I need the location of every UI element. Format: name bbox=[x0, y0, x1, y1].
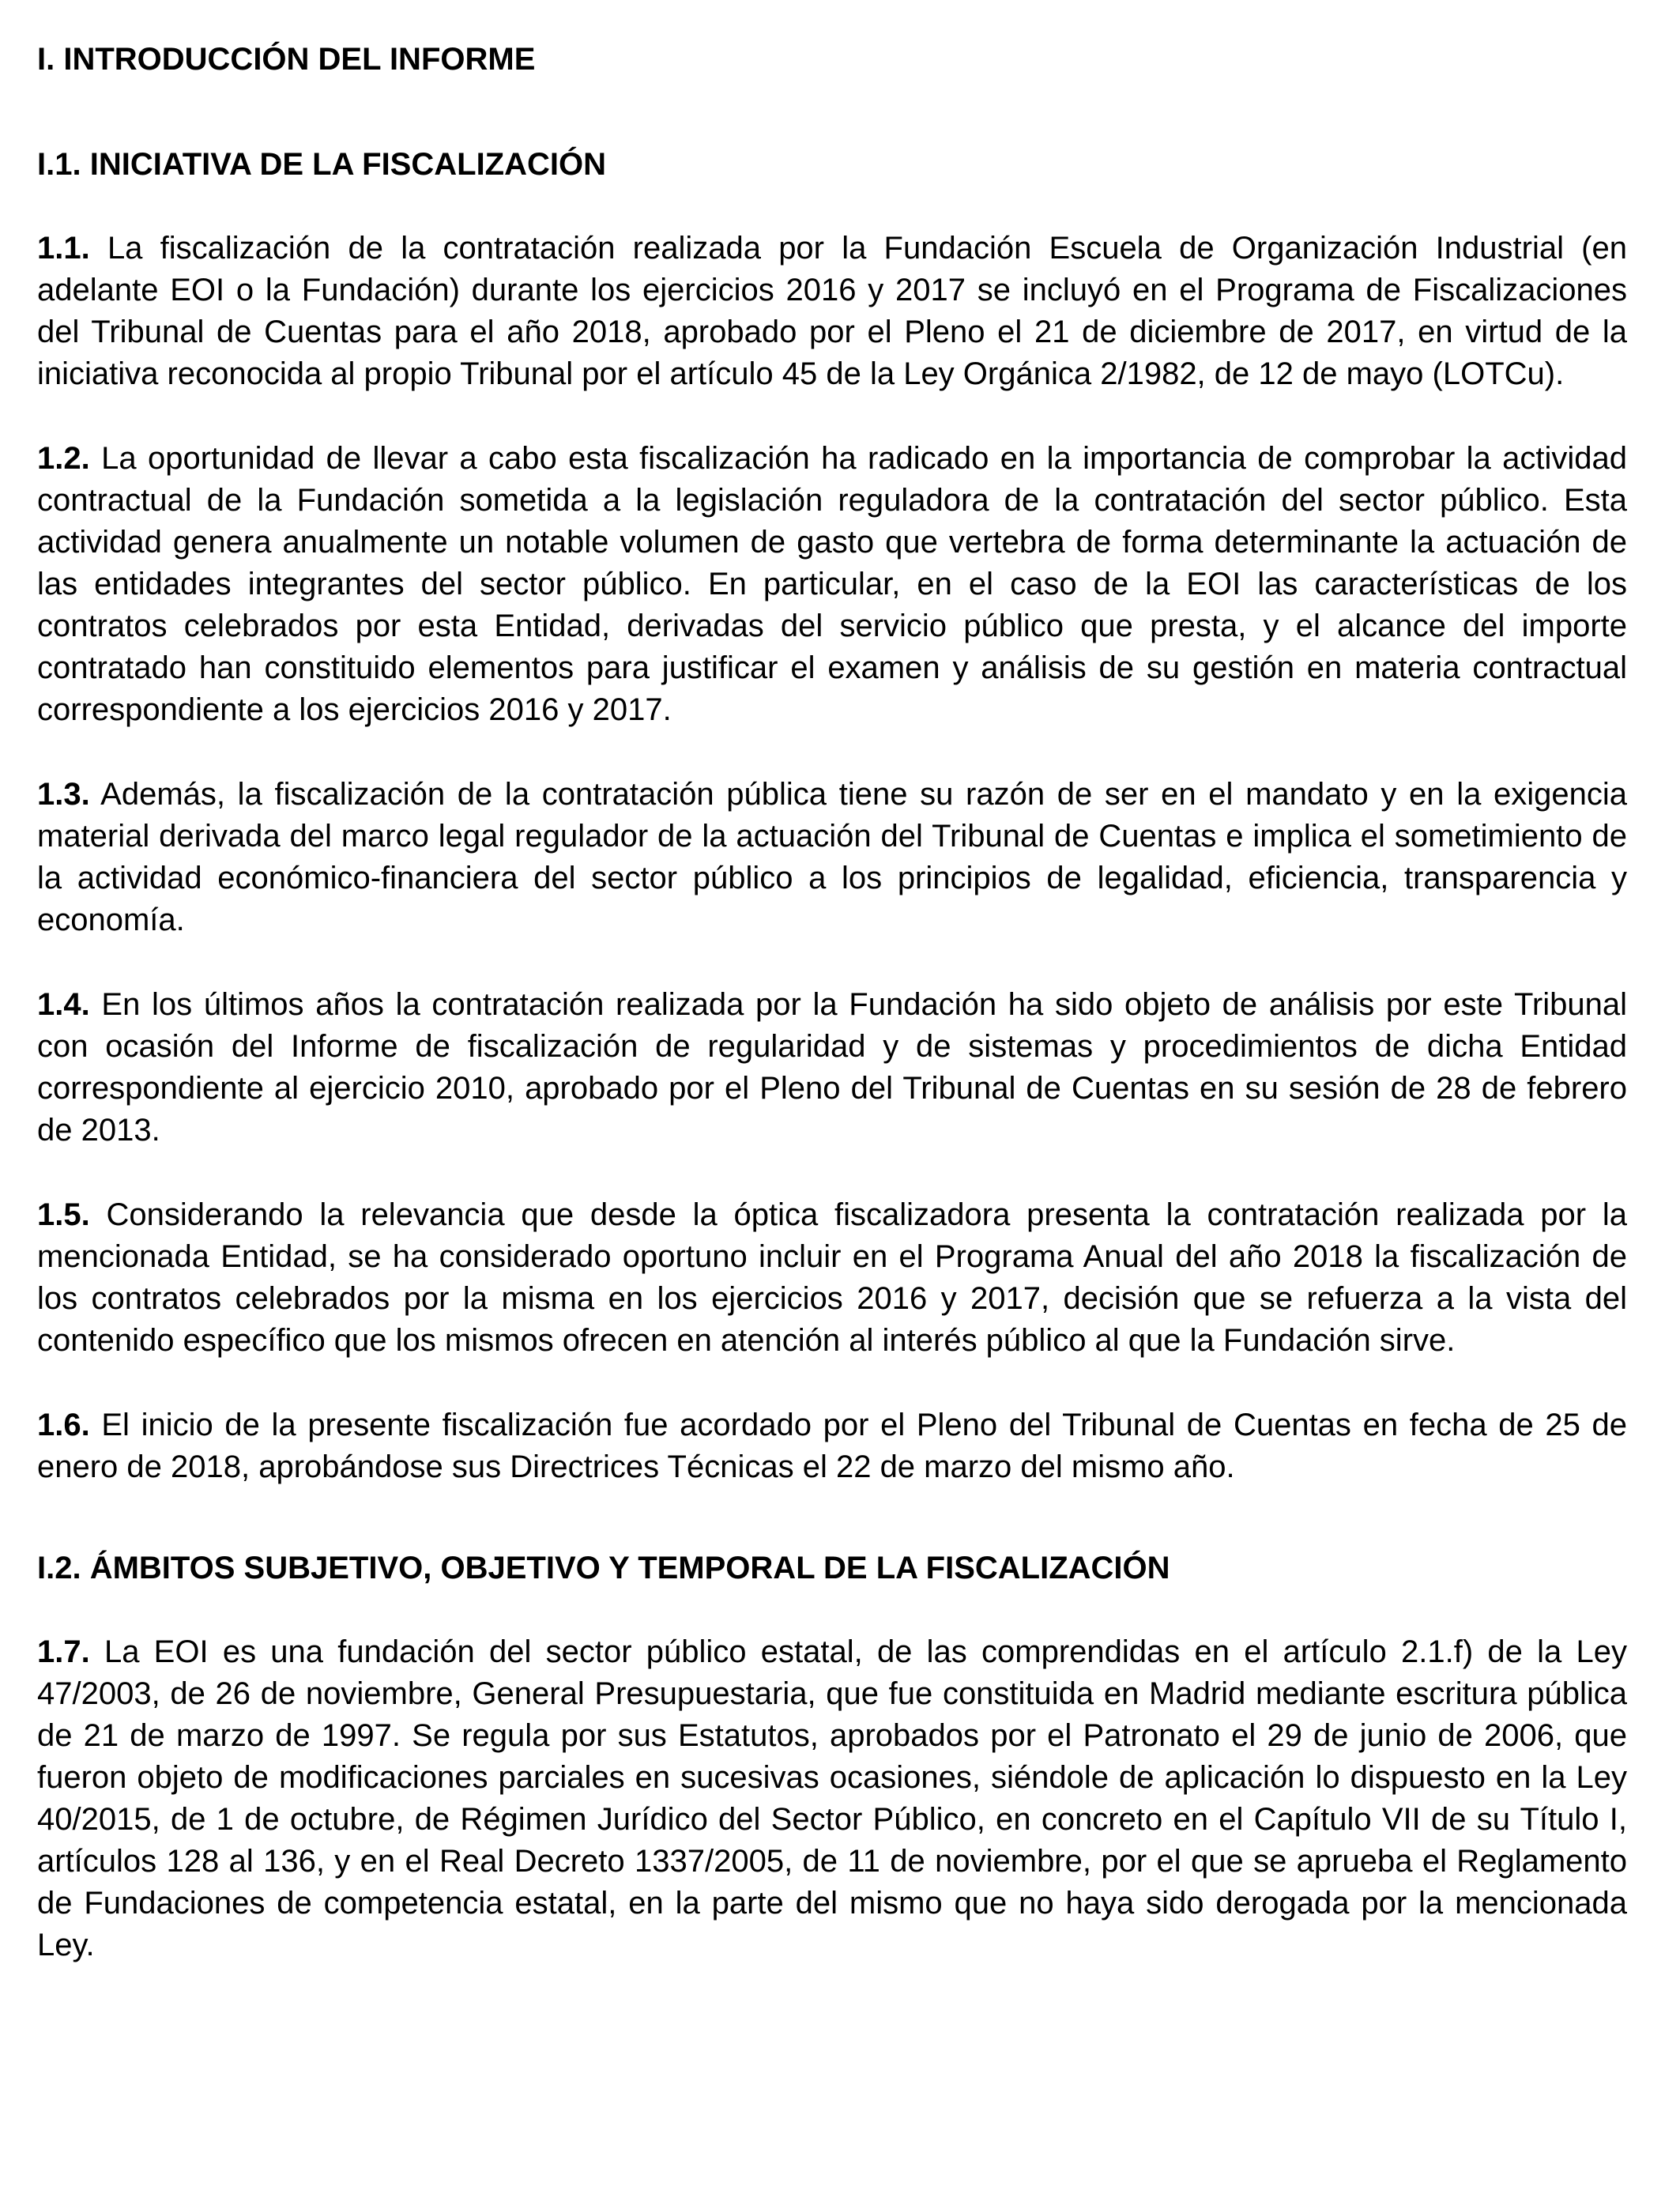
paragraph-text: El inicio de la presente fiscalización fue acordado por el Pleno del Tribunal de Cuentas en fecha de 25 de enero de 2018, aprobándose sus Directrices Técnicas el 22 de marzo del mismo año. bbox=[37, 1408, 1627, 1484]
paragraph-1-4 bbox=[37, 984, 1627, 1152]
paragraph-1-3 bbox=[37, 774, 1627, 941]
paragraph-number: 1.1. bbox=[37, 231, 90, 266]
paragraph-text: Además, la fiscalización de la contratación pública tiene su razón de ser en el mandato y en la exigencia material derivada del marco legal regulador de la actuación del Tribunal de Cuentas e implica el sometimiento de la actividad económico-financiera del sector público a los principios de legalidad, eficiencia, transparencia y economía. bbox=[37, 777, 1627, 937]
paragraph-number: 1.3. bbox=[37, 777, 90, 812]
paragraph-number: 1.2. bbox=[37, 441, 90, 476]
paragraph-number: 1.4. bbox=[37, 987, 90, 1022]
paragraph-1-6 bbox=[37, 1404, 1627, 1488]
document-page bbox=[37, 38, 1627, 2009]
main-heading: I. INTRODUCCIÓN DEL INFORME bbox=[37, 42, 536, 77]
paragraph-1-5 bbox=[37, 1194, 1627, 1362]
paragraph-number: 1.5. bbox=[37, 1197, 90, 1232]
paragraph-text: La oportunidad de llevar a cabo esta fiscalización ha radicado en la importancia de comprobar la actividad contractual de la Fundación sometida a la legislación reguladora de la contratación del sector público. Esta actividad genera anualmente un notable volumen de gasto que vertebra de forma determinante la actuación de las entidades integrantes del sector público. En particular, en el caso de la EOI las características de los contratos celebrados por esta Entidad, derivadas del servicio público que presta, y el alcance del importe contratado han constituido elementos para justificar el examen y análisis de su gestión en materia contractual correspondiente a los ejercicios 2016 y 2017. bbox=[37, 441, 1627, 727]
paragraph-1-2 bbox=[37, 438, 1627, 731]
paragraph-1-1 bbox=[37, 228, 1627, 395]
section-2-heading: I.2. ÁMBITOS SUBJETIVO, OBJETIVO Y TEMPORAL DE LA FISCALIZACIÓN bbox=[37, 1551, 1170, 1585]
paragraph-number: 1.6. bbox=[37, 1408, 90, 1442]
section-1-heading: I.1. INICIATIVA DE LA FISCALIZACIÓN bbox=[37, 147, 606, 182]
paragraph-1-7 bbox=[37, 1631, 1627, 1966]
paragraph-number: 1.7. bbox=[37, 1634, 90, 1669]
paragraph-text: La EOI es una fundación del sector público estatal, de las comprendidas en el artículo 2.1.f) de la Ley 47/2003, de 26 de noviembre, General Presupuestaria, que fue constituida en Madrid mediante escritura pública de 21 de marzo de 1997. Se regula por sus Estatutos, aprobados por el Patronato el 29 de junio de 2006, que fueron objeto de modificaciones parciales en sucesivas ocasiones, siéndole de aplicación lo dispuesto en la Ley 40/2015, de 1 de octubre, de Régimen Jurídico del Sector Público, en concreto en el Capítulo VII de su Título I, artículos 128 al 136, y en el Real Decreto 1337/2005, de 11 de noviembre, por el que se aprueba el Reglamento de Fundaciones de competencia estatal, en la parte del mismo que no haya sido derogada por la mencionada Ley. bbox=[37, 1634, 1627, 1962]
paragraph-text: La fiscalización de la contratación realizada por la Fundación Escuela de Organización Industrial (en adelante EOI o la Fundación) durante los ejercicios 2016 y 2017 se incluyó en el Programa de Fiscalizaciones del Tribunal de Cuentas para el año 2018, aprobado por el Pleno el 21 de diciembre de 2017, en virtud de la iniciativa reconocida al propio Tribunal por el artículo 45 de la Ley Orgánica 2/1982, de 12 de mayo (LOTCu). bbox=[37, 231, 1627, 391]
paragraph-text: Considerando la relevancia que desde la óptica fiscalizadora presenta la contratación realizada por la mencionada Entidad, se ha considerado oportuno incluir en el Programa Anual del año 2018 la fiscalización de los contratos celebrados por la misma en los ejercicios 2016 y 2017, decisión que se refuerza a la vista del contenido específico que los mismos ofrecen en atención al interés público al que la Fundación sirve. bbox=[37, 1197, 1627, 1358]
paragraph-text: En los últimos años la contratación realizada por la Fundación ha sido objeto de análisis por este Tribunal con ocasión del Informe de fiscalización de regularidad y de sistemas y procedimientos de dicha Entidad correspondiente al ejercicio 2010, aprobado por el Pleno del Tribunal de Cuentas en su sesión de 28 de febrero de 2013. bbox=[37, 987, 1627, 1148]
